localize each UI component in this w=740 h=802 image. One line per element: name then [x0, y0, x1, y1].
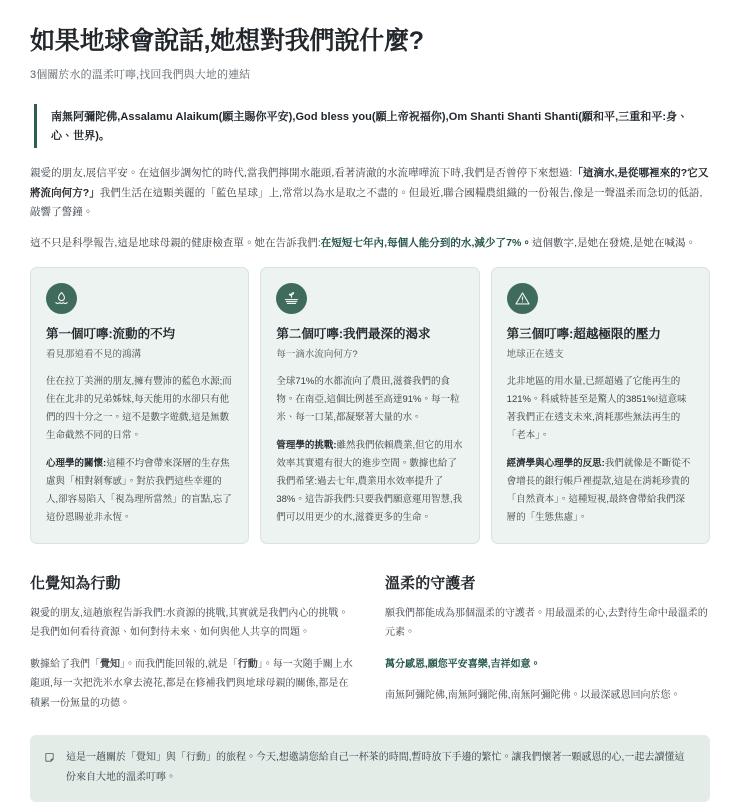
card-subtitle: 看見那道看不見的鴻溝 — [46, 349, 142, 361]
card-subtitle: 每一滴水流向何方? — [276, 349, 358, 361]
card-note-text: 雖然我們依賴農業,但它的用水效率其實還有很大的進步空間。數據也給了我們希望:過去七年,農業用水效率提升了38%。這告訴我們:只要我們願意運用智慧,我們可以用更少的水,滋養更多的生命。 — [276, 439, 463, 523]
blessing-text: 南無阿彌陀佛,Assalamu Alaikum(願主賜你平安),God bless you(願上帝祝福你),Om Shanti Shanti Shanti(願和平,三重和平:身、心、世界)。 — [51, 111, 689, 143]
column-heading: 化覺知為行動 — [30, 574, 121, 592]
intro-paragraph-2 — [30, 234, 710, 253]
card-note — [276, 437, 463, 527]
blessing-blockquote — [34, 104, 710, 148]
col-p2-part2: 」。而我們能回報的,就是「 — [120, 658, 238, 670]
card-body: 北非地區的用水量,已經超過了它能再生的121%。科威特甚至是驚人的3851%!這意味著我們正在透支未來,消耗那些無法再生的「老本」。 — [506, 375, 687, 441]
card-first-reminder — [30, 267, 249, 544]
card-second-reminder — [260, 267, 479, 544]
col-p2-bold1: 覺知 — [100, 658, 120, 670]
column-paragraph — [30, 655, 355, 714]
column-paragraph: 願我們都能成為那個溫柔的守護者。用最溫柔的心,去對待生命中最溫柔的元素。 — [385, 607, 708, 639]
card-third-reminder — [491, 267, 710, 544]
card-note-label: 管理學的挑戰: — [276, 439, 337, 451]
column-paragraph: 親愛的朋友,這趟旅程告訴我們:水資源的挑戰,其實就是我們內心的挑戰。是我們如何看待資源、如何對待未來、如何與他人共享的問題。 — [30, 607, 349, 639]
card-note-label: 心理學的關懷: — [46, 457, 107, 469]
card-title: 第二個叮嚀:我們最深的渴求 — [276, 327, 431, 342]
card-note — [46, 455, 233, 527]
intro-p1-part2: 我們生活在這顆美麗的「藍色星球」上,常常以為水是取之不盡的。但最近,聯合國糧農組織的一份報告,像是一聲溫柔而急切的低語,敲響了警鐘。 — [30, 186, 703, 219]
card-body: 住在拉丁美洲的朋友,擁有豐沛的藍色水源;而住在北非的兄弟姊妹,每天能用的水卻只有他們的四十分之一。這不是數字遊戲,這是無數生命截然不同的日常。 — [46, 375, 232, 441]
plant-sprout-icon — [276, 283, 307, 314]
card-title: 第三個叮嚀:超越極限的壓力 — [506, 327, 661, 342]
page-subtitle: 3個關於水的溫柔叮嚀,找回我們與大地的連結 — [30, 69, 251, 82]
page-title: 如果地球會說話,她想對我們說什麼? — [30, 27, 424, 55]
intro-p1-highlight: 「這滴水,是從哪裡來的?它又將流向何方?」 — [30, 167, 709, 199]
card-subtitle: 地球正在透支 — [506, 349, 564, 361]
intro-paragraph-1 — [30, 164, 710, 222]
column-blessing: 萬分感恩,願您平安喜樂,吉祥如意。 — [385, 658, 541, 670]
intro-p1-part1: 親愛的朋友,展信平安。在這個步調匆忙的時代,當我們擰開水龍頭,看著清澈的水流嘩嘩流下時,我們是否曾停下來想過: — [30, 167, 573, 180]
card-title: 第一個叮嚀:流動的不均 — [46, 327, 176, 342]
column-heading: 溫柔的守護者 — [385, 574, 476, 592]
warning-triangle-icon — [507, 283, 538, 314]
closing-columns — [30, 572, 710, 714]
callout-text: 這是一趟關於「覺知」與「行動」的旅程。今天,想邀請您給自己一杯茶的時間,暫時放下手邊的繁忙。讓我們懷著一顆感恩的心,一起去讀懂這份來自大地的溫柔叮嚀。 — [66, 752, 685, 783]
note-icon — [44, 750, 55, 768]
card-note-text: 這種不均會帶來深層的生存焦慮與「相對剝奪感」。對於我們這些幸運的人,卻容易陷入「視為理所當然」的盲點,忘了這份恩賜並非永恆。 — [46, 457, 232, 523]
col-p2-bold2: 行動 — [237, 658, 258, 670]
reminder-cards — [30, 267, 710, 544]
closing-callout — [30, 735, 710, 802]
card-note-label: 經濟學與心理學的反思: — [506, 457, 605, 469]
intro-section — [30, 164, 710, 253]
water-drop-icon — [46, 283, 77, 314]
intro-p2-highlight: 在短短七年內,每個人能分到的水,減少了7%。 — [320, 236, 532, 249]
col-p2-part1: 數據給了我們「 — [30, 658, 100, 670]
column-action — [30, 572, 355, 714]
intro-p2-part1: 這不只是科學報告,這是地球母親的健康檢查單。她在告訴我們: — [30, 236, 321, 249]
column-guardian — [385, 572, 710, 714]
card-note-text: 我們就像是不斷從不會增長的銀行帳戶裡提款,這是在消耗珍貴的「自然資本」。這種短視,最終會帶給我們深層的「生態焦慮」。 — [506, 457, 691, 523]
card-note — [507, 455, 694, 527]
card-body: 全球71%的水都流向了農田,滋養我們的食物。在南亞,這個比例甚至高達91%。每一粒米、每一口菜,都凝聚著大量的水。 — [276, 375, 460, 423]
column-paragraph: 南無阿彌陀佛,南無阿彌陀佛,南無阿彌陀佛。以最深感恩回向於您。 — [385, 690, 681, 702]
col-p2-part3: 」。每一次隨手關上水龍頭,每一次把洗米水拿去澆花,都是在修補我們與地球母親的關係,都是在積累一份無量的功德。 — [30, 658, 353, 709]
intro-p2-part2: 這個數字,是她在發燒,是她在喊渴。 — [531, 236, 697, 249]
